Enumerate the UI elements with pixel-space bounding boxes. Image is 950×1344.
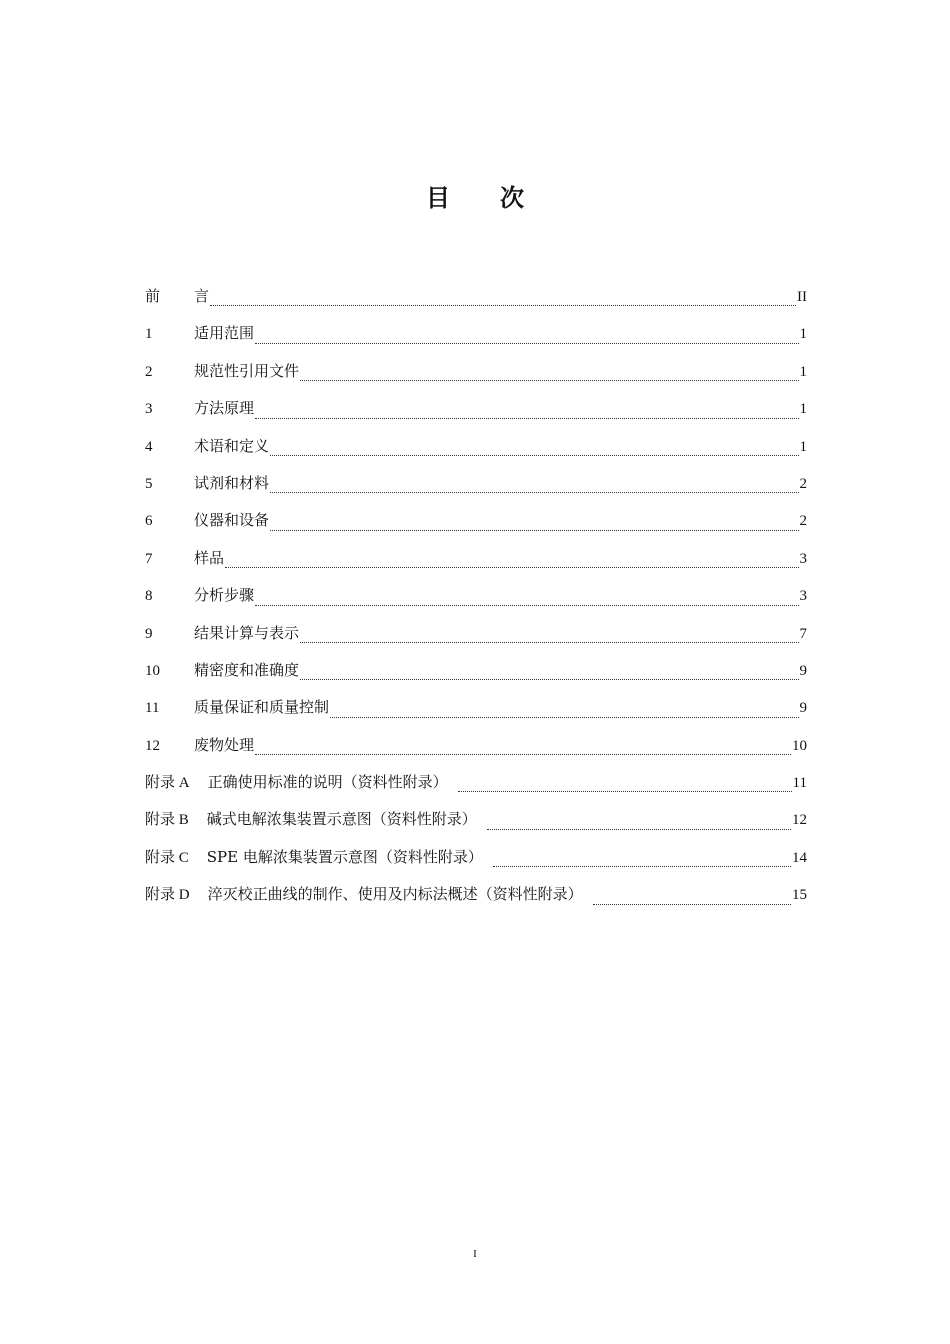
toc-appendix-a[interactable] [145, 768, 807, 805]
toc-entry-page: II [797, 289, 807, 305]
toc-leader-dots [300, 380, 798, 381]
toc-entry-8[interactable] [145, 581, 807, 618]
toc-entry-10[interactable] [145, 656, 807, 693]
toc-entry-1[interactable] [145, 319, 807, 356]
toc-leader-dots [270, 455, 798, 456]
toc-entry-preface[interactable] [145, 282, 807, 319]
toc-entry-page: 1 [799, 438, 807, 455]
toc-entry-11[interactable] [145, 693, 807, 730]
toc-entry-label: 适用范围 [194, 324, 255, 343]
toc-leader-dots [493, 866, 791, 867]
toc-entry-number: 前 [145, 289, 161, 305]
toc-appendix-c[interactable] [145, 843, 807, 880]
toc-entry-page: 2 [799, 475, 807, 492]
toc-entry-page: 3 [799, 588, 807, 605]
toc-entry-label: 试剂和材料 [194, 473, 270, 492]
toc-entry-label: 分析步骤 [194, 586, 255, 605]
toc-leader-dots [255, 754, 791, 755]
toc-leader-dots [210, 305, 796, 306]
toc-entry-number: 12 [145, 737, 160, 754]
toc-entry-6[interactable] [145, 506, 807, 543]
toc-entry-number: 11 [145, 700, 160, 717]
toc-entry-page: 1 [799, 326, 807, 343]
toc-entry-7[interactable] [145, 544, 807, 581]
toc-appendix-number: 附录 A [145, 775, 190, 792]
toc-entry-label: 术语和定义 [194, 436, 270, 455]
title-char-left: 目 [426, 184, 450, 212]
toc-entry-page: 10 [792, 737, 807, 754]
title-char-right: 次 [500, 184, 524, 212]
table-of-contents [145, 282, 807, 918]
toc-leader-dots [255, 418, 798, 419]
toc-entry-page: 7 [799, 625, 807, 642]
toc-entry-number: 5 [145, 475, 153, 492]
toc-leader-dots [225, 567, 798, 568]
toc-entry-number: 9 [145, 625, 153, 642]
toc-appendix-label: 淬灭校正曲线的制作、使用及内标法概述（资料性附录） [207, 885, 583, 904]
toc-appendix-label: 碱式电解浓集装置示意图（资料性附录） [206, 810, 477, 829]
toc-leader-dots [330, 717, 798, 718]
toc-entry-label: 仪器和设备 [194, 511, 270, 530]
toc-entry-label: 规范性引用文件 [194, 361, 300, 380]
toc-entry-number: 2 [145, 363, 153, 380]
toc-entry-12[interactable] [145, 731, 807, 768]
toc-appendix-page: 11 [792, 775, 807, 792]
toc-entry-label: 质量保证和质量控制 [194, 698, 330, 717]
toc-appendix-page: 15 [792, 887, 807, 904]
toc-leader-dots [270, 530, 798, 531]
toc-entry-page: 9 [799, 662, 807, 679]
toc-entry-label: 方法原理 [194, 399, 255, 418]
toc-entry-number: 8 [145, 588, 153, 605]
page-title [0, 180, 950, 216]
toc-entry-number: 3 [145, 401, 153, 418]
toc-leader-dots [487, 829, 791, 830]
toc-leader-dots [255, 343, 798, 344]
toc-entry-page: 9 [799, 700, 807, 717]
toc-entry-page: 1 [799, 401, 807, 418]
toc-entry-page: 2 [799, 513, 807, 530]
toc-leader-dots [300, 679, 798, 680]
toc-appendix-d[interactable] [145, 880, 807, 917]
toc-entry-number: 10 [145, 662, 160, 679]
toc-entry-3[interactable] [145, 394, 807, 431]
toc-appendix-label: SPE 电解浓集装置示意图（资料性附录） [206, 847, 483, 866]
toc-entry-number: 4 [145, 438, 153, 455]
toc-appendix-page: 12 [792, 812, 807, 829]
page-number: I [473, 1248, 477, 1260]
toc-leader-dots [458, 791, 792, 792]
toc-leader-dots [593, 904, 791, 905]
toc-entry-label: 言 [194, 287, 210, 305]
toc-entry-label: 精密度和准确度 [194, 660, 300, 679]
toc-entry-number: 6 [145, 513, 153, 530]
toc-appendix-label: 正确使用标准的说明（资料性附录） [207, 773, 448, 792]
toc-leader-dots [270, 492, 798, 493]
toc-entry-5[interactable] [145, 469, 807, 506]
toc-appendix-number: 附录 C [145, 849, 189, 866]
toc-leader-dots [255, 605, 798, 606]
toc-entry-page: 1 [799, 363, 807, 380]
toc-appendix-page: 14 [792, 849, 807, 866]
toc-entry-9[interactable] [145, 619, 807, 656]
toc-appendix-b[interactable] [145, 805, 807, 842]
toc-appendix-number: 附录 D [145, 887, 190, 904]
toc-entry-number: 1 [145, 326, 153, 343]
toc-leader-dots [300, 642, 798, 643]
toc-entry-label: 废物处理 [194, 735, 255, 754]
toc-entry-label: 样品 [194, 548, 225, 567]
toc-entry-number: 7 [145, 550, 153, 567]
toc-appendix-number: 附录 B [145, 812, 189, 829]
toc-entry-label: 结果计算与表示 [194, 623, 300, 642]
toc-entry-4[interactable] [145, 432, 807, 469]
toc-entry-page: 3 [799, 550, 807, 567]
toc-entry-2[interactable] [145, 357, 807, 394]
